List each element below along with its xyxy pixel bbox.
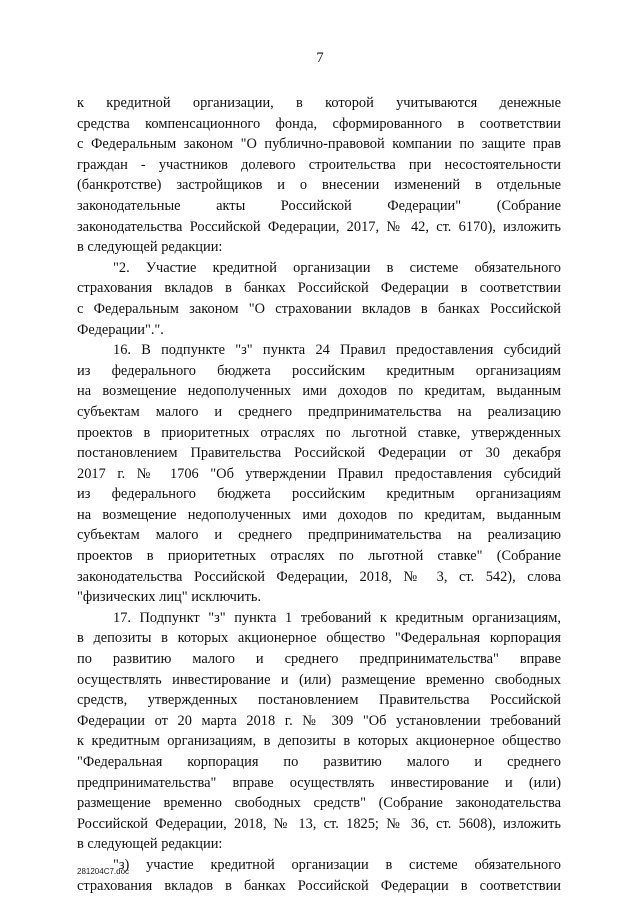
text-line: страхования вкладов в банках Российской Федерации в соответствии	[77, 877, 561, 894]
document-body	[77, 93, 561, 896]
text-line: Федерации от 20 марта 2018 г. № 309 "Об установлении требований	[77, 712, 561, 729]
text-line: граждан - участников долевого строительства при несостоятельности	[77, 156, 561, 173]
text-line: 2017 г. № 1706 "Об утверждении Правил предоставления субсидий	[77, 465, 561, 482]
text-line: на возмещение недополученных ими доходов по кредитам, выданным	[77, 506, 561, 523]
text-line: страхования вкладов в банках Российской Федерации в соответствии	[77, 280, 561, 297]
text-line: "2. Участие кредитной организации в системе обязательного	[113, 259, 561, 276]
text-line: средства компенсационного фонда, сформированного в соответствии	[77, 115, 561, 132]
footer-document-code: 281204C7.doc	[77, 867, 130, 876]
text-line: (банкротстве) застройщиков и о внесении изменений в отдельные	[77, 177, 561, 194]
text-line: законодательства Российской Федерации, 2017, № 42, ст. 6170), изложить	[77, 218, 561, 235]
text-line: размещение временно свободных средств" (Собрание законодательства	[77, 795, 561, 812]
text-line: субъектам малого и среднего предпринимательства на реализацию	[77, 403, 561, 420]
text-line: проектов в приоритетных отраслях по льготной ставке, утвержденных	[77, 424, 561, 441]
text-line: "з) участие кредитной организации в системе обязательного	[113, 856, 561, 873]
text-line: предпринимательства" вправе осуществлять инвестирование и (или)	[77, 774, 561, 791]
text-line: 17. Подпункт "з" пункта 1 требований к кредитным организациям,	[113, 609, 561, 626]
text-line: в следующей редакции:	[77, 239, 223, 256]
text-line: на возмещение недополученных ими доходов по кредитам, выданным	[77, 383, 561, 400]
text-line: законодательства Российской Федерации, 2018, № 3, ст. 542), слова	[77, 568, 561, 585]
text-line: по развитию малого и среднего предпринимательства" вправе	[77, 651, 561, 668]
text-line: в депозиты в которых акционерное общество "Федеральная корпорация	[77, 630, 561, 647]
text-line: постановлением Правительства Российской Федерации от 30 декабря	[77, 445, 561, 462]
text-line: "Федеральная корпорация по развитию малого и среднего	[77, 754, 561, 770]
page-number: 7	[316, 50, 324, 66]
text-line: из федерального бюджета российским кредитным организациям	[77, 486, 561, 503]
text-line: Федерации".".	[77, 321, 164, 338]
text-line: субъектам малого и среднего предпринимательства на реализацию	[77, 527, 561, 544]
text-line: Российской Федерации, 2018, № 13, ст. 1825; № 36, ст. 5608), изложить	[77, 815, 561, 832]
text-line: осуществлять инвестирование и (или) размещение временно свободных	[77, 671, 561, 688]
text-line: 16. В подпункте "з" пункта 24 Правил предоставления субсидий	[113, 342, 561, 359]
text-line: средств, утвержденных постановлением Правительства Российской	[77, 692, 561, 709]
text-line: "физических лиц" исключить.	[77, 589, 262, 606]
text-line: к кредитной организации, в которой учитываются денежные	[77, 95, 561, 111]
text-line: из федерального бюджета российским кредитным организациям	[77, 362, 561, 379]
text-line: законодательные акты Российской Федерации" (Собрание	[77, 197, 561, 214]
text-line: в следующей редакции:	[77, 836, 223, 853]
text-line: с Федеральным законом "О публично-правовой компании по защите прав	[77, 136, 561, 153]
text-line: с Федеральным законом "О страховании вкладов в банках Российской	[77, 300, 561, 317]
text-line: к кредитным организациям, в депозиты в которых акционерное общество	[77, 733, 561, 750]
text-line: проектов в приоритетных отраслях по льготной ставке" (Собрание	[77, 548, 561, 565]
